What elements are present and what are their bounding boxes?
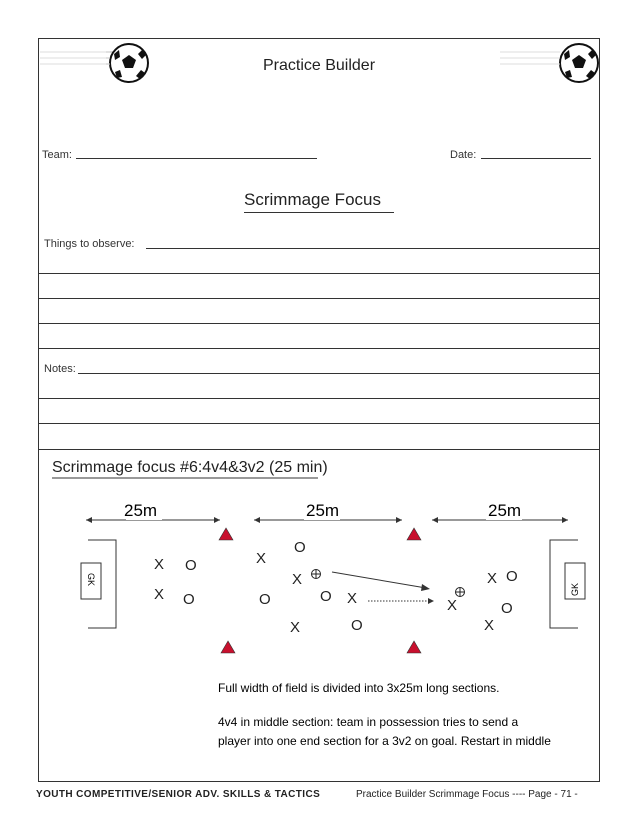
description-line-3: player into one end section for a 3v2 on goal. Restart in middle <box>218 734 551 748</box>
player-o: O <box>183 591 195 608</box>
player-o: O <box>259 591 271 608</box>
description-line-1: Full width of field is divided into 3x25m long sections. <box>218 681 500 695</box>
right-gk-label: GK <box>570 582 580 596</box>
cone-icon <box>407 641 421 653</box>
cone-icon <box>407 528 421 540</box>
section-label-1: 25m <box>124 501 158 520</box>
observe-label: Things to observe: <box>44 238 135 250</box>
player-x: X <box>154 556 165 573</box>
player-x: X <box>347 590 358 607</box>
player-o: O <box>185 557 197 574</box>
player-x: X <box>484 617 495 634</box>
player-x: X <box>256 550 267 567</box>
description-line-2: 4v4 in middle section: team in possession tries to send a <box>218 715 519 729</box>
page-title: Practice Builder <box>262 57 376 74</box>
player-o: O <box>294 539 306 556</box>
ball-icon <box>312 570 321 579</box>
focus-heading: Scrimmage Focus <box>244 190 381 209</box>
ball-icon <box>456 588 465 597</box>
player-x: X <box>487 570 498 587</box>
left-gk-label: GK <box>86 573 96 587</box>
cone-icon <box>219 528 233 540</box>
player-o: O <box>351 617 363 634</box>
player-x: X <box>292 571 303 588</box>
notes-label: Notes: <box>44 363 76 375</box>
footer-left-text: YOUTH COMPETITIVE/SENIOR ADV. SKILLS & TACTICS <box>36 789 321 800</box>
drill-title: Scrimmage focus #6:4v4&3v2 (25 min) <box>52 459 328 476</box>
player-x: X <box>290 619 301 636</box>
date-label: Date: <box>450 149 477 161</box>
footer-page-info: Practice Builder Scrimmage Focus ---- Page - 71 - <box>356 789 578 800</box>
player-x: X <box>154 586 165 603</box>
player-o: O <box>501 600 513 617</box>
pass-arrow <box>332 572 426 588</box>
section-label-3: 25m <box>488 501 522 520</box>
cone-icon <box>221 641 235 653</box>
player-x: X <box>447 597 458 614</box>
player-o: O <box>506 568 518 585</box>
section-label-2: 25m <box>306 501 340 520</box>
team-label: Team: <box>42 149 72 161</box>
player-o: O <box>320 588 332 605</box>
